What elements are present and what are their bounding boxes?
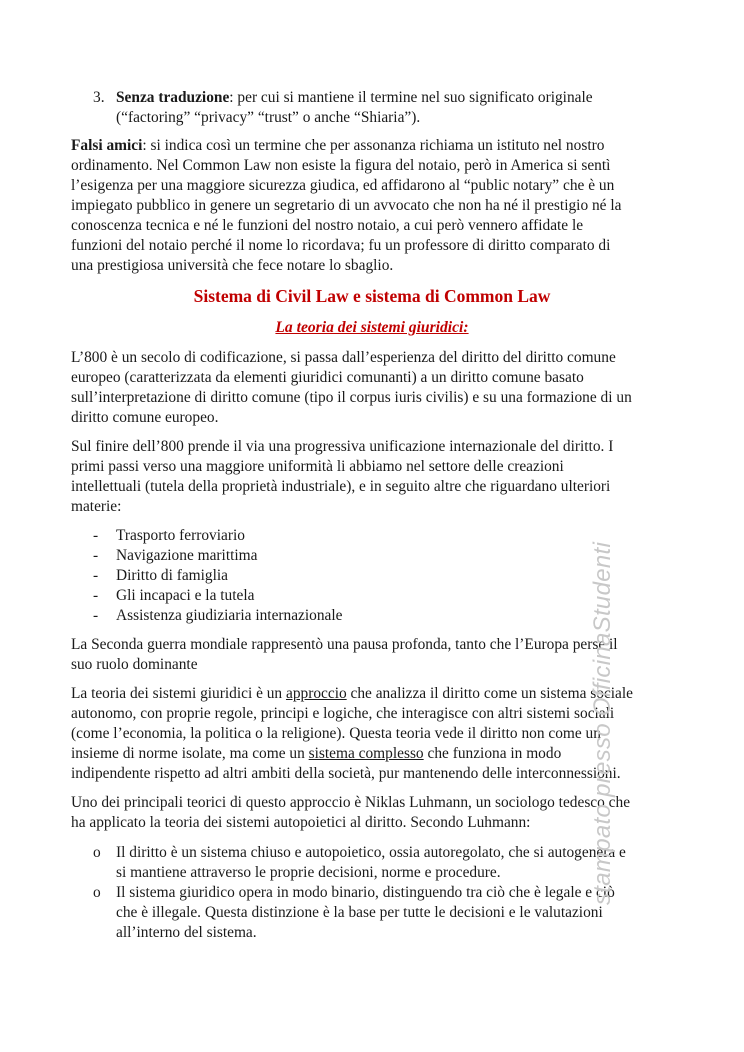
paragraph-line: l’esigenza per una maggiore sicurezza giudica, ed affidarono al “public notary” che è un [71,177,615,194]
paragraph-teoria-sistemi [71,684,673,784]
paragraph-seconda-guerra [71,635,673,675]
item-number: 3. [93,89,105,106]
list-item-line: si mantiene attraverso le proprie decisioni, norme e procedure. [116,864,501,881]
list-item [93,883,673,943]
paragraph-line: impiegato pubblico in genere un segretario di un avvocato che non ha né il prestigio né la [71,197,622,214]
paragraph-line: La Seconda guerra mondiale rappresentò una pausa profonda, tanto che l’Europa perse il [71,636,618,653]
list-item-line: all’interno del sistema. [116,924,257,941]
list-item [93,843,673,883]
paragraph-line: ha applicato la teoria dei sistemi autopoietici al diritto. Secondo Luhmann: [71,814,531,831]
paragraph-line: (come l’economia, la politica o la religione). Questa teoria vede il diritto non come un [71,725,601,742]
list-item-text: Navigazione marittima [116,547,258,564]
subsection-heading: La teoria dei sistemi giuridici: [275,319,469,336]
list-item [93,526,673,546]
paragraph-line: materie: [71,498,122,515]
paragraph-line: autonomo, con proprie regole, principi e logiche, che interagisce con altri sistemi sociali [71,705,615,722]
paragraph-luhmann [71,793,673,833]
list-item-text: Diritto di famiglia [116,567,228,584]
underlined-term: approccio [285,685,347,702]
paragraph-line: Sul finire dell’800 prende il via una progressiva unificazione internazionale del diritto. I [71,438,614,455]
dash-bullet: - [93,527,99,544]
paragraph-line: L’800 è un secolo di codificazione, si passa dall’esperienza del diritto del diritto comune [71,349,616,366]
materie-list [93,526,673,626]
item-text-line: (“factoring” “privacy” “trust” o anche “Shiaria”). [116,109,421,126]
paragraph-fine-800 [71,437,673,517]
text-run: che funziona in modo [423,745,562,762]
paragraph-800 [71,348,673,428]
luhmann-points-list [93,843,673,943]
list-item-line: Il diritto è un sistema chiuso e autopoietico, ossia autoregolato, che si autogenera e [116,844,626,861]
list-item [93,586,673,606]
list-item-text: Assistenza giudiziaria internazionale [116,607,343,624]
list-item-text: Trasporto ferroviario [116,527,245,544]
false-friends-term: Falsi amici [71,137,143,154]
dash-bullet: - [93,587,99,604]
paragraph-line: indipendente rispetto ad altri ambiti della società, pur mantenendo delle interconnessioni. [71,765,621,782]
list-item-line: Il sistema giuridico opera in modo binario, distinguendo tra ciò che è legale e ciò [116,884,615,901]
circle-bullet: o [93,884,101,901]
paragraph-line: : si indica così un termine che per assonanza richiama un istituto nel nostro [142,137,605,154]
paragraph-line: Uno dei principali teorici di questo approccio è Niklas Luhmann, un sociologo tedesco che [71,794,631,811]
underlined-term: sistema complesso [308,745,424,762]
list-item-text: Gli incapaci e la tutela [116,587,255,604]
paragraph-line [71,684,673,704]
item-text [116,88,661,128]
paragraph-line: funzioni del notaio perché il nome lo ricordava; fu un professore di diritto comparato di [71,237,611,254]
item-text-line: : per cui si mantiene il termine nel suo significato originale [229,89,593,106]
item-bold-term: Senza traduzione [116,89,230,106]
list-item [93,606,673,626]
paragraph-line: primi passi verso una maggiore uniformità li abbiamo nel settore delle creazioni [71,458,564,475]
text-run: insieme di norme isolate, ma come un [71,745,309,762]
paragraph-line: diritto comune europeo. [71,409,219,426]
paragraph-line: una prestigiosa università che fece notare lo sbaglio. [71,257,394,274]
watermark-text: stampato presso OfficinaStudenti [589,541,616,905]
circle-bullet: o [93,844,101,861]
paragraph-line: ordinamento. Nel Common Law non esiste la figura del notaio, però in America si sentì [71,157,611,174]
section-heading: Sistema di Civil Law e sistema di Common Law [193,286,551,306]
dash-bullet: - [93,567,99,584]
paragraph-line: intellettuali (tutela della proprietà industriale), e in seguito altre che riguardano ulteriori [71,478,611,495]
list-item [93,546,673,566]
text-run: che analizza il diritto come un sistema sociale [346,685,633,702]
false-friends-paragraph [71,136,673,276]
paragraph-line: europeo (caratterizzata da elementi giuridici comunanti) a un diritto comune basato [71,369,584,386]
list-item [93,566,673,586]
text-run: La teoria dei sistemi giuridici è un [71,685,286,702]
dash-bullet: - [93,607,99,624]
paragraph-line: conoscenza tecnica e né le funzioni del nostro notaio, a cui però vennero affidate le [71,217,584,234]
dash-bullet: - [93,547,99,564]
list-item-line: che è illegale. Questa distinzione è la base per tutte le decisioni e le valutazioni [116,904,603,921]
paragraph-line: sull’interpretazione di diritto comune (tipo il corpus iuris civilis) e su una formazione di un [71,389,632,406]
paragraph-line [71,744,673,764]
paragraph-line: suo ruolo dominante [71,656,198,673]
